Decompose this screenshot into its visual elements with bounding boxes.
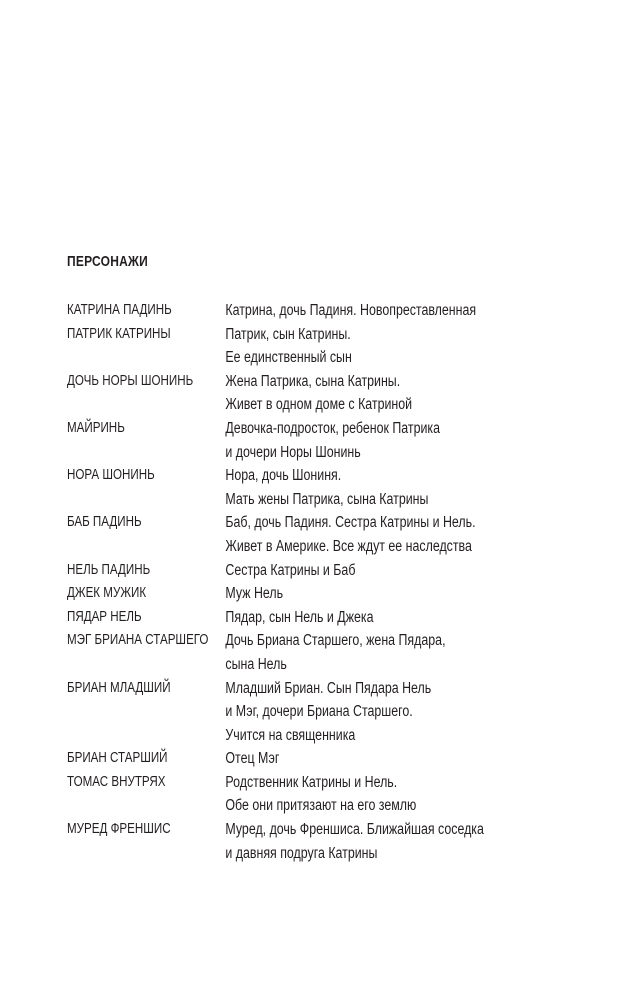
character-row	[67, 747, 515, 771]
description-line: Ее единственный сын	[225, 349, 352, 367]
description-line: Родственник Катрины и Нель.	[225, 773, 398, 791]
description-line: и давняя подруга Катрины	[225, 844, 378, 862]
character-row	[67, 818, 515, 865]
description-line: Отец Мэг	[225, 750, 280, 768]
character-description	[225, 747, 279, 771]
character-row	[67, 511, 515, 558]
description-line: Баб, дочь Падиня. Сестра Катрины и Нель.	[225, 514, 476, 532]
description-line: Младший Бриан. Сын Пядара Нель	[225, 679, 432, 697]
description-line: Муж Нель	[225, 585, 284, 603]
description-line: Катрина, дочь Падиня. Новопреставленная	[225, 302, 477, 319]
description-line: Муред, дочь Френшиса. Ближайшая соседка	[225, 821, 484, 839]
character-name: ПЯДАР НЕЛЬ	[67, 608, 142, 625]
character-name: ДЖЕК МУЖИК	[67, 585, 147, 602]
character-name: МАЙРИНЬ	[67, 419, 125, 436]
character-row	[67, 464, 515, 511]
description-line: Пядар, сын Нель и Джека	[225, 608, 374, 626]
character-row	[67, 323, 515, 370]
character-rows	[67, 299, 515, 865]
character-name: МЭГ БРИАНА СТАРШЕГО	[67, 632, 209, 649]
description-line: Обе они притязают на его землю	[225, 797, 417, 815]
character-description	[225, 370, 412, 417]
character-name: ДОЧЬ НОРЫ ШОНИНЬ	[67, 372, 194, 389]
character-name: ТОМАС ВНУТРЯХ	[67, 773, 166, 790]
character-description	[225, 559, 355, 583]
character-description	[225, 464, 428, 511]
character-row	[67, 370, 515, 417]
description-line: Девочка-подросток, ребенок Патрика	[225, 419, 441, 437]
character-name: МУРЕД ФРЕНШИС	[67, 821, 171, 838]
character-name: БРИАН СТАРШИЙ	[67, 750, 168, 767]
character-row	[67, 629, 515, 676]
character-row	[67, 771, 515, 818]
description-line: и дочери Норы Шонинь	[225, 443, 361, 461]
character-row	[67, 606, 515, 630]
character-name: КАТРИНА ПАДИНЬ	[67, 302, 172, 318]
character-row	[67, 677, 515, 748]
description-line: Живет в одном доме с Катриной	[225, 396, 413, 414]
description-line: Патрик, сын Катрины.	[225, 325, 351, 343]
character-description	[225, 818, 484, 865]
character-description	[225, 511, 475, 558]
character-description	[225, 417, 440, 464]
description-line: сына Нель	[225, 655, 287, 673]
character-description	[225, 299, 476, 323]
character-description	[225, 606, 373, 630]
character-list	[67, 253, 515, 865]
character-name: БРИАН МЛАДШИЙ	[67, 679, 171, 696]
description-line: Дочь Бриана Старшего, жена Пядара,	[225, 632, 446, 650]
character-row	[67, 582, 515, 606]
character-name: НЕЛЬ ПАДИНЬ	[67, 561, 151, 578]
description-line: Жена Патрика, сына Катрины.	[225, 372, 401, 390]
character-description	[225, 323, 351, 370]
character-row	[67, 299, 515, 323]
description-line: Живет в Америке. Все ждут ее наследства	[225, 537, 472, 555]
character-row	[67, 417, 515, 464]
description-line: Учится на священника	[225, 726, 356, 744]
description-line: Мать жены Патрика, сына Катрины	[225, 490, 429, 508]
character-name: БАБ ПАДИНЬ	[67, 514, 142, 531]
character-description	[225, 629, 445, 676]
description-line: Нора, дочь Шониня.	[225, 467, 342, 485]
character-description	[225, 677, 431, 748]
character-name: НОРА ШОНИНЬ	[67, 467, 155, 484]
page-title: ПЕРСОНАЖИ	[67, 253, 148, 270]
character-name: ПАТРИК КАТРИНЫ	[67, 325, 171, 342]
character-description	[225, 582, 283, 606]
description-line: и Мэг, дочери Бриана Старшего.	[225, 703, 413, 721]
character-description	[225, 771, 416, 818]
character-row	[67, 559, 515, 583]
description-line: Сестра Катрины и Баб	[225, 561, 356, 579]
